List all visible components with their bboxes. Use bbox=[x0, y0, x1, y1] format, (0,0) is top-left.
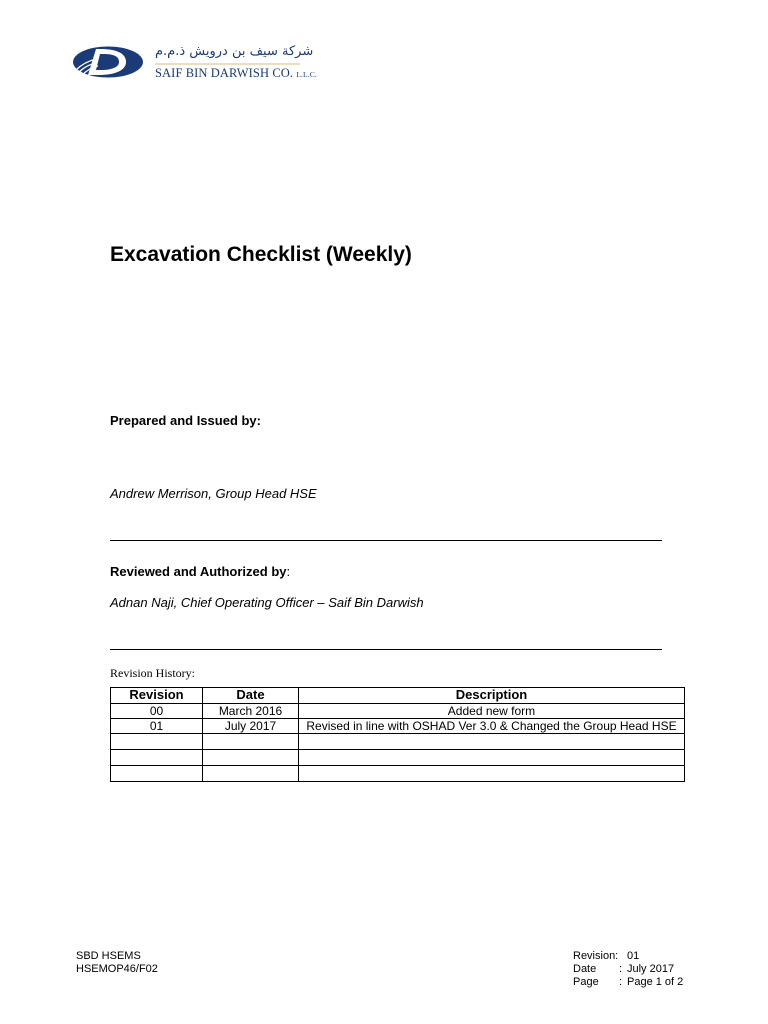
reviewed-label bbox=[110, 564, 290, 579]
divider-line bbox=[110, 649, 662, 650]
cell-date bbox=[203, 734, 299, 750]
table-header-row bbox=[111, 688, 685, 704]
logo-company-suffix: L.L.C. bbox=[296, 70, 317, 79]
reviewed-label-text: Reviewed and Authorized by bbox=[110, 564, 287, 579]
header-date: Date bbox=[203, 688, 299, 704]
cell-date: March 2016 bbox=[203, 704, 299, 719]
footer-revision-value: 01 bbox=[627, 950, 640, 962]
footer-revision-label: Revision: bbox=[573, 950, 619, 962]
prepared-label: Prepared and Issued by: bbox=[110, 413, 261, 428]
logo-english-text bbox=[155, 66, 317, 81]
footer-separator: : bbox=[619, 976, 623, 988]
revision-history-label: Revision History: bbox=[110, 666, 196, 680]
cell-description bbox=[299, 766, 685, 782]
cell-revision bbox=[111, 734, 203, 750]
cell-revision bbox=[111, 750, 203, 766]
reviewed-name: Adnan Naji, Chief Operating Officer – Saif Bin Darwish bbox=[110, 595, 424, 610]
revision-history-table bbox=[110, 687, 685, 782]
cell-description bbox=[299, 750, 685, 766]
footer-page-label: Page bbox=[573, 976, 599, 988]
cell-revision: 01 bbox=[111, 719, 203, 734]
cell-date bbox=[203, 766, 299, 782]
footer-left bbox=[76, 950, 158, 976]
table-row bbox=[111, 704, 685, 719]
footer-page bbox=[573, 976, 683, 989]
table-row bbox=[111, 734, 685, 750]
cell-date: July 2017 bbox=[203, 719, 299, 734]
footer-system-name: SBD HSEMS bbox=[76, 950, 141, 962]
divider-line bbox=[110, 540, 662, 541]
footer-date-value: July 2017 bbox=[627, 963, 675, 975]
table-row bbox=[111, 766, 685, 782]
footer-form-code: HSEMOP46/F02 bbox=[76, 963, 158, 975]
footer-right bbox=[573, 950, 683, 989]
footer-revision bbox=[573, 950, 683, 963]
logo-company-name: SAIF BIN DARWISH CO. bbox=[155, 66, 294, 80]
document-title: Excavation Checklist (Weekly) bbox=[110, 243, 412, 266]
header-revision: Revision bbox=[111, 688, 203, 704]
footer-separator: : bbox=[619, 963, 623, 975]
cell-revision: 00 bbox=[111, 704, 203, 719]
cell-description: Added new form bbox=[299, 704, 685, 719]
cell-revision bbox=[111, 766, 203, 782]
footer-date-label: Date bbox=[573, 963, 597, 975]
cell-date bbox=[203, 750, 299, 766]
table-row bbox=[111, 750, 685, 766]
reviewed-label-colon: : bbox=[286, 564, 291, 579]
prepared-name: Andrew Merrison, Group Head HSE bbox=[110, 486, 317, 501]
footer-date bbox=[573, 963, 683, 976]
logo-arabic-text: شركة سيف بن درويش ذ.م.م bbox=[155, 44, 314, 59]
footer-page-value: Page 1 of 2 bbox=[627, 976, 684, 988]
header-description: Description bbox=[299, 688, 685, 704]
cell-description bbox=[299, 734, 685, 750]
cell-description: Revised in line with OSHAD Ver 3.0 & Changed the Group Head HSE bbox=[299, 719, 685, 734]
table-row bbox=[111, 719, 685, 734]
